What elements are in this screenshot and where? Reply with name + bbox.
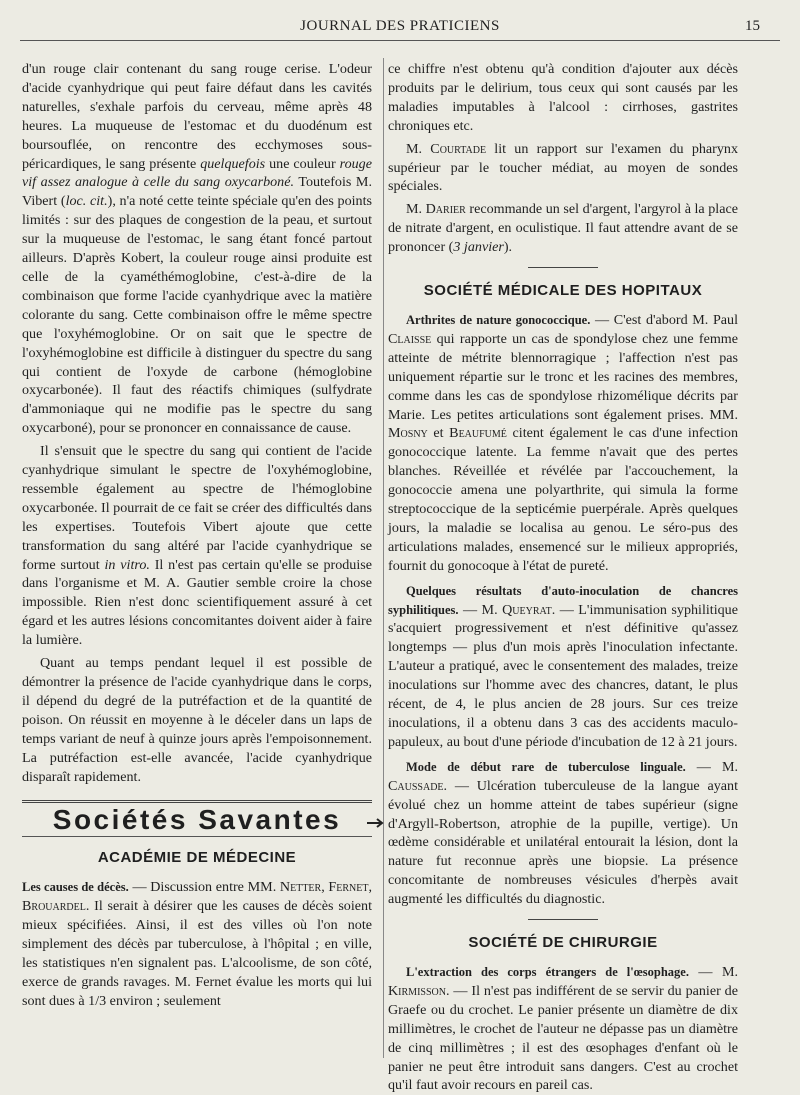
paragraph-spectrum: Il s'ensuit que le spectre du sang qui contient de l'acide cyanhydrique simulant le spectre de l'oxyhémoglobine, ressemble également au spectre de l'hémoglobine oxycarbonée. Il pourrait de ce fait se créer des difficultés dans les expertises. Toutefois Vibert ajoute que cette transformation du sang altéré par l'acide cyanhydrique se forme surtout in vitro. Il n'est pas certain qu'elle se produise dans l'organisme et M. A. Gautier semble croire la chose impossible. Rien n'est donc scientifiquement assuré à cet égard et les autres lésions concomitantes doivent aider à faire la lumière. [22, 443, 372, 649]
paragraph-cyanide-signs: d'un rouge clair contenant du sang rouge cerise. L'odeur d'acide cyanhydrique qui peut faire défaut dans les cavités naturelles, s'exhale parfois du cerveau, même après 48 heures. La muqueuse de l'estomac et du duodénum est boursouflée, on rencontre des ecchymoses sous-péricardiques, le sang présente quelquefois une couleur rouge vif assez analogue à celle du sang oxycarboné. Toutefois M. Vibert (loc. cit.), n'a noté cette teinte spéciale qu'en des points limités : sur des plaques de congestion de la peau, et surtout sur la muqueuse de l'estomac, le sang étant foncé partout ailleurs. D'après Kobert, la couleur rouge ainsi produite est celle de la cyaméthémoglobine, c'est-à-dire de la combinaison que forme l'acide cyanhydrique avec la matière colorante du sang. Cette combinaison offre le même spectre que l'oxyhémoglobine. Or on sait que le spectre de l'oxyhémoglobine est difficile à distinguer du spectre du sang qui contient de l'oxyde de carbone (hémoglobine oxycarbonée). Il faut des réactifs chimiques (sulfydrate d'ammoniaque qui ne modifie pas le spectre du sang oxycarboné), pour se prononcer en connaissance de cause. [22, 61, 372, 437]
academie-heading: ACADÉMIE DE MÉDECINE [97, 849, 297, 867]
short-rule-chirurgie [528, 919, 598, 920]
column-divider [383, 58, 384, 1058]
title-rule [22, 836, 372, 837]
paragraph-academie: Les causes de décès. — Discussion entre MM. Netter, Fernet, Brouardel. Il serait à désirer que les causes de décès soient mieux spécifiées. Ainsi, il est des villes où l'on note simplement des décès par tuberculose, à l'hôpital ; en ville, les statistiques n'en signalent pas. L'alcoolisme, de son côté, exerce de grands ravages. M. Fernet évalue les morts qui lui sont dues à 1/3 environ ; seulement [22, 879, 372, 1009]
chirurgie-heading: SOCIÉTÉ DE CHIRURGIE [468, 934, 658, 952]
paragraph-tuberculose-linguale: Mode de début rare de tuberculose linguale. — M. Caussade. — Ulcération tuberculeuse de la langue ayant évolué chez un homme atteint de tabes supérieur (signe d'Argyll-Robertson, atrophie de la pupille, vertige). Un œdème considérable et unilatéral entourait la lésion, dont la nature fut reconnue après une biopsie. La présence concomitante de nombreuses vésicules d'herpès avait augmenté les difficultés du diagnostic. [388, 758, 738, 908]
right-column [388, 60, 738, 1095]
paragraph-oesophage: L'extraction des corps étrangers de l'œsophage. — M. Kirmisson. — Il n'est pas indifférent de se servir du panier de Graefe ou du crochet. Le panier présente un diamètre de dix millimètres, le crochet de l'auteur ne dépasse pas un diamètre de cinq millimètres ; il est des œsophages d'enfant où le panier ne peut être introduit sans dangers. C'est au crochet qu'il faut avoir recours en pareil cas. [388, 963, 738, 1094]
hopitaux-heading: SOCIÉTÉ MÉDICALE DES HOPITAUX [423, 282, 703, 300]
short-rule [528, 267, 598, 268]
paragraph-courtade: M. Courtade lit un rapport sur l'examen du pharynx supérieur par le toucher médiat, au moyen de sondes spéciales. [388, 140, 738, 195]
societes-savantes-title: Sociétés Savantes [52, 804, 342, 836]
running-head [0, 18, 800, 40]
running-title: JOURNAL DES PRATICIENS [300, 18, 500, 34]
page-number: 15 [745, 18, 760, 34]
paragraph-darier: M. Darier recommande un sel d'argent, l'argyrol à la place de nitrate d'argent, en oculistique. Il faut attendre avant de se prononcer (3 janvier). [388, 201, 738, 256]
paragraph-alcohol-continued: ce chiffre n'est obtenu qu'à condition d'ajouter aux décès produits par le delirium, tous ceux qui sont causés par les maladies imputables à l'alcool : cirrhoses, gastrites chroniques etc. [388, 61, 738, 134]
paragraph-auto-inoculation: Quelques résultats d'auto-inoculation de chancres syphilitiques. — M. Queyrat. — L'immunisation syphilitique s'acquiert progressivement et n'est définitive qu'assez longtemps — plus d'un mois après l'inoculation infectante. L'auteur a pratiqué, avec le consentement des malades, treize inoculations sur l'homme avec des chancres, datant, le plus récent, de 4, le plus ancien de 28 jours. Sur ces treize inoculations, il a obtenu dans 3 cas des accidents maculo-papuleux, au bout d'une période d'incubation de 12 à 21 jours. [388, 583, 738, 750]
left-column [22, 60, 372, 1011]
header-rule [20, 40, 780, 41]
paragraph-detection-time: Quant au temps pendant lequel il est possible de démontrer la présence de l'acide cyanhydrique dans le corps, il dépend du degré de la putréfaction et de la quantité de poison. On réussit en moyenne à le déceler dans un laps de temps variant de neuf à quinze jours après l'empoisonnement. La putréfaction est-elle avancée, l'acide cyanhydrique disparaît rapidement. [22, 655, 372, 785]
paragraph-arthrites: Arthrites de nature gonococcique. — C'est d'abord M. Paul Claisse qui rapporte un cas de spondylose chez une femme atteinte de métrite blennorragique ; l'affection n'est pas uniquement répartie sur le tronc et les racines des membres, comme dans les cas de spondylose rhizomélique décrits par Marie. Les petites articulations sont également prises. MM. Mosny et Beaufumé citent également le cas d'une infection gonococcique latente. La femme n'avait que des pertes blanches. Réveillée et révélée par l'accouchement, la gonococcie amena une polyarthrite, qui simula la forme streptococcique de la septicémie puerpérale. Après quelques jours, la maladie se localisa au genou. Le séro-pus des articulations malades, ensemencé sur le milieux appropriés, fournit du gonocoque à l'état de pureté. [388, 311, 739, 574]
pointing-hand-icon [366, 816, 390, 830]
section-double-rule [22, 800, 372, 803]
